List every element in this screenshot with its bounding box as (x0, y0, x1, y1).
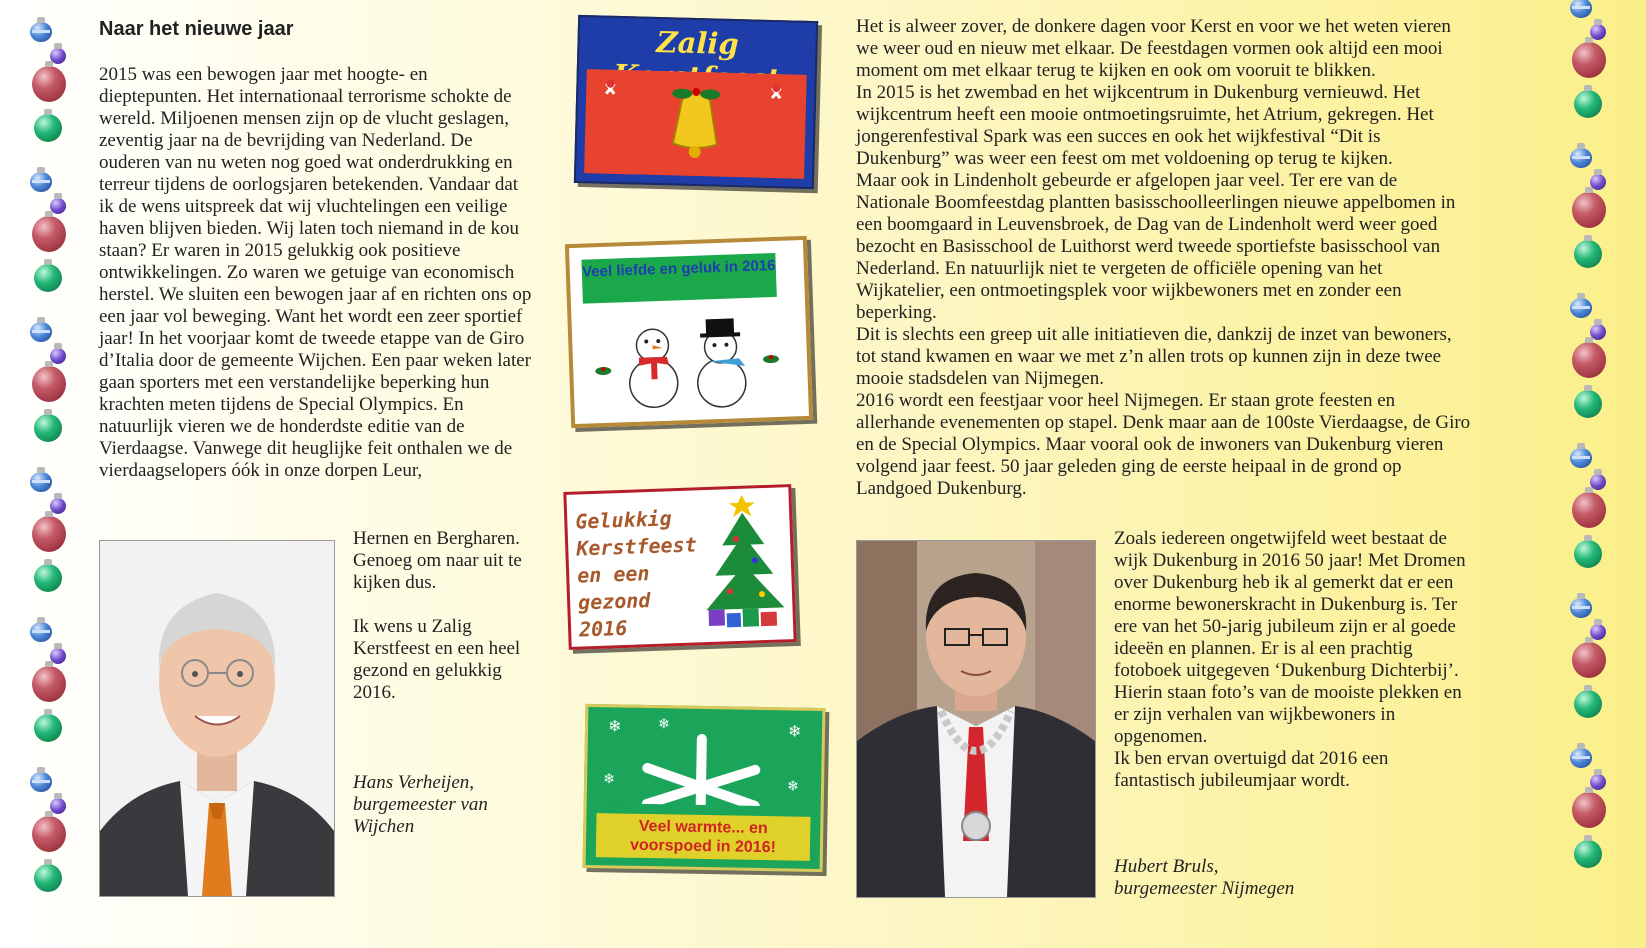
right-article-paragraph: Het is alweer zover, de donkere dagen voor Kerst en voor we het weten vieren we weer oud en nieuw met elkaar. De feestdagen vormen ook altijd een mooi moment om met elkaar terug te kijken en ook om vooruit te blikken. (856, 16, 1451, 81)
bauble-icon (1572, 342, 1606, 378)
right-article-paragraph: In 2015 is het zwembad en het wijkcentrum in Dukenburg vernieuwd. Het wijkcentrum heeft een mooie ontmoetingsruimte, het Atrium, gekregen. Het jongerenfestival Spark was een succes en ook het wijkfestival “Dit is Dukenburg” was weer een feest om met voldoening op terug te kijken. (856, 82, 1434, 169)
bauble-icon (1570, 448, 1592, 468)
bauble-icon (1574, 90, 1602, 118)
right-signature (1114, 856, 1474, 900)
bauble-border-right (1568, 0, 1614, 948)
bauble-icon (1574, 240, 1602, 268)
bauble-icon (1574, 690, 1602, 718)
bauble-icon (30, 172, 52, 192)
bauble-icon (34, 714, 62, 742)
bauble-icon (1570, 148, 1592, 168)
christmas-tree-icon (697, 493, 792, 636)
left-article-continued-text: Hernen en Bergharen. Genoeg om naar uit te kijken dus. (353, 528, 522, 593)
card1-red-panel (584, 69, 807, 179)
bell-icon (584, 69, 807, 175)
bauble-icon (32, 66, 66, 102)
bauble-icon (1572, 492, 1606, 528)
bauble-icon (30, 772, 52, 792)
snowman-icon (571, 300, 801, 420)
left-article-continued (353, 528, 543, 704)
bauble-icon (34, 264, 62, 292)
card4-banner: Veel warmte... en voorspoed in 2016! (596, 813, 811, 861)
card3-text: Gelukkig Kerstfeest en een gezond 2016 (574, 506, 698, 642)
bauble-icon (32, 666, 66, 702)
photo-hubert-bruls (856, 540, 1096, 898)
card2-banner: Veel liefde en geluk in 2016 (581, 253, 776, 304)
bauble-border-left (28, 0, 74, 948)
right-article-continued (1114, 528, 1472, 792)
svg-text:❄: ❄ (786, 778, 799, 795)
right-article-paragraph: Dit is slechts een greep uit alle initiatieven die, dankzij de inzet van bewoners, tot stand kwamen en waar we met z’n allen trots op kunnen zijn in deze twee mooie stadsdelen van Nijmegen. (856, 324, 1452, 389)
bauble-icon (30, 472, 52, 492)
bauble-icon (34, 114, 62, 142)
bauble-icon (32, 216, 66, 252)
svg-text:❄: ❄ (607, 716, 622, 736)
right-article-paragraph: Ik ben ervan overtuigd dat 2016 een fantastisch jubileumjaar wordt. (1114, 748, 1389, 791)
signature-name-hans: Hans Verheijen, (353, 772, 475, 793)
left-signature (353, 772, 543, 838)
snowflake-icon (586, 707, 816, 821)
svg-text:❄: ❄ (602, 771, 616, 788)
bauble-icon (32, 366, 66, 402)
bauble-icon (32, 816, 66, 852)
bauble-icon (1574, 840, 1602, 868)
card-gelukkig-kerstfeest (563, 484, 796, 650)
svg-text:❄: ❄ (787, 721, 802, 741)
bauble-icon (1574, 540, 1602, 568)
bauble-icon (32, 516, 66, 552)
bauble-icon (1570, 598, 1592, 618)
signature-role-hubert: burgemeester Nijmegen (1114, 878, 1295, 899)
left-article-body (99, 64, 535, 482)
bauble-icon (1572, 792, 1606, 828)
signature-role-hans: burgemeester van Wijchen (353, 794, 488, 837)
bauble-icon (30, 322, 52, 342)
bauble-icon (1572, 192, 1606, 228)
bauble-icon (1570, 748, 1592, 768)
svg-text:❄: ❄ (657, 716, 670, 733)
signature-name-hubert: Hubert Bruls, (1114, 856, 1219, 877)
bauble-icon (34, 414, 62, 442)
right-article-body (856, 16, 1474, 500)
bauble-icon (1570, 0, 1592, 18)
card-zalig-kerstfeest (574, 15, 818, 189)
bauble-icon (1572, 42, 1606, 78)
bauble-icon (1572, 642, 1606, 678)
right-article-paragraph: Zoals iedereen ongetwijfeld weet bestaat de wijk Dukenburg in 2016 50 jaar! Met Dromen over Dukenburg heb ik al gemerkt dat er een enorme bewonerskracht in Dukenburg is. Ter ere van het 50-jarig jubileum zijn er al goede ideeën en plannen. Er is al een prachtig fotoboek uitgegeven ‘Dukenburg Dichterbij’. Hierin staan foto’s van de mooiste plekken en er zijn verhalen van wijkbewoners in opgenomen. (1114, 528, 1466, 747)
card-veel-warmte (583, 704, 826, 872)
left-article-paragraph: 2015 was een bewogen jaar met hoogte- en dieptepunten. Het internationaal terrorisme schokte de wereld. Miljoenen mensen zijn op de vlucht geslagen, zeventig jaar na de bevrijding van Nederland. De ouderen van nu weten nog goed wat onderdrukking en terreur tijdens de oorlogsjaren betekenden. Vandaar dat ik de wens uitspreek dat wij vluchtelingen een veilige haven blijven bieden. Wij laten toch niemand in de kou staan? Er waren in 2015 gelukkig ook positieve ontwikkelingen. Zo waren we getuige van economisch herstel. We sluiten een bewogen jaar af en richten ons op een jaar vol beweging. Want het wordt een zeer sportief jaar! In het voorjaar komt de tweede etappe van de Giro d’Italia door de gemeente Wijchen. Een paar weken later gaan sporters met een verstandelijke beperking hun krachten meten tijdens de Special Olympics. En natuurlijk vieren we de honderdste editie van de Vierdaagse. Vanwege dit heuglijke feit onthalen we de vierdaagselopers óók in onze dorpen Leur, (99, 64, 532, 481)
article-heading: Naar het nieuwe jaar (99, 18, 294, 40)
bauble-icon (1570, 298, 1592, 318)
bauble-icon (1574, 390, 1602, 418)
right-article-paragraph: 2016 wordt een feestjaar voor heel Nijmegen. Er staan grote feesten en allerhande evenementen op stapel. Denk maar aan de 100ste Vierdaagse, de Giro en de Special Olympics. Maar vooral ook de inwoners van Dukenburg vieren volgend jaar feest. 50 jaar geleden ging de eerste heipaal in de grond op Landgoed Dukenburg. (856, 390, 1471, 499)
right-article-paragraph: Maar ook in Lindenholt gebeurde er afgelopen jaar veel. Ter ere van de Nationale Boomfeestdag plantten basisschoolleerlingen nieuwe appelbomen in een boomgaard in Leuvensbroek, de Dag van de Lindenholt werd weer goed bezocht en Basisschool de Luithorst werd tweede sportiefste basisschool van Nederland. En natuurlijk niet te vergeten de officiële opening van het Wijkatelier, een ontmoetingsplek voor wijkbewoners met en zonder een beperking. (856, 170, 1456, 323)
card-veel-liefde (565, 236, 813, 428)
bauble-icon (34, 864, 62, 892)
bauble-icon (30, 622, 52, 642)
bauble-icon (34, 564, 62, 592)
card1-title: Zalig (655, 24, 740, 62)
left-article-wish: Ik wens u Zalig Kerstfeest en een heel gezond en gelukkig 2016. (353, 616, 521, 703)
bauble-icon (30, 22, 52, 42)
photo-hans-verheijen (99, 540, 335, 897)
